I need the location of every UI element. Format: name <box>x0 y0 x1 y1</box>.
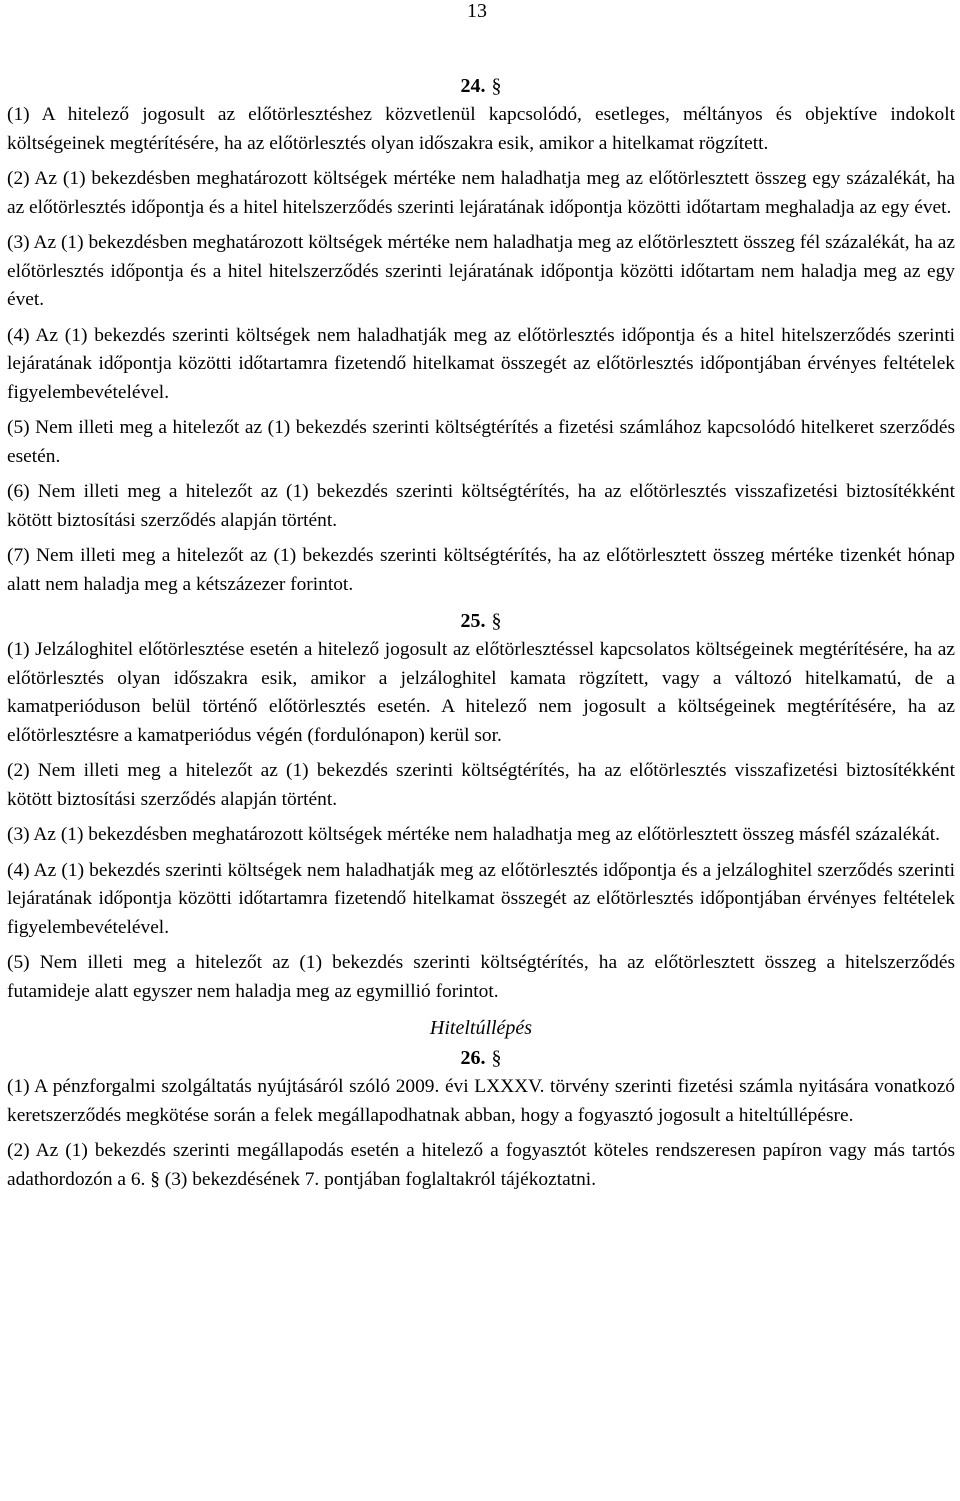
section-25 <box>7 606 955 1006</box>
paragraph: (1) A hitelező jogosult az előtörlesztéshez közvetlenül kapcsolódó, esetleges, méltányos és objektíve indokolt költségeinek megtérítésére, ha az előtörlesztés olyan időszakra esik, amikor a hitelkamat rögzített. <box>7 104 955 154</box>
section-heading: 24. § <box>460 75 502 97</box>
paragraph: (2) Nem illeti meg a hitelezőt az (1) bekezdés szerinti költségtérítés, ha az előtörlesztés visszafizetési biztosítékként kötött biztosítási szerződés alapján történt. <box>7 760 955 810</box>
section-26 <box>7 1013 955 1194</box>
section-heading: 26. § <box>460 1047 502 1069</box>
section-sign: § <box>491 1047 502 1069</box>
section-sign: § <box>491 75 502 97</box>
paragraph: (1) Jelzáloghitel előtörlesztése esetén a hitelező jogosult az előtörlesztéssel kapcsolatos költségeinek megtérítésére, ha az előtörlesztés olyan időszakra esik, amikor a jelzáloghitel kamata rögzített, vagy a változó hitelkamatú, de a kamatperióduson belül történő előtörlesztés esetén. A hitelező nem jogosult a költségeinek megtérítésére, ha az előtörlesztésre a kamatperiódus végén (fordulónapon) kerül sor. <box>7 639 955 746</box>
paragraph: (1) A pénzforgalmi szolgáltatás nyújtásáról szóló 2009. évi LXXXV. törvény szerinti fizetési számla nyitására vonatkozó keretszerződés megkötése során a felek megállapodhatnak abban, hogy a fogyasztó jogosult a hiteltúllépésre. <box>7 1076 955 1126</box>
paragraph: (2) Az (1) bekezdésben meghatározott költségek mértéke nem haladhatja meg az előtörlesztett összeg egy százalékát, ha az előtörlesztés időpontja és a hitel hitelszerződés szerinti lejáratának időpontja közötti időtartam meghaladja az egy évet. <box>7 168 955 218</box>
paragraph: (4) Az (1) bekezdés szerinti költségek nem haladhatják meg az előtörlesztés időpontja és a jelzáloghitel szerződés szerinti lejáratának időpontja közötti időtartamra fizetendő hitelkamat összegét az előtörlesztés időpontjában érvényes feltételek figyelembevételével. <box>7 859 955 938</box>
paragraph: (7) Nem illeti meg a hitelezőt az (1) bekezdés szerinti költségtérítés, ha az előtörlesztett összeg mértéke tizenkét hónap alatt nem haladja meg a kétszázezer forintot. <box>7 545 955 595</box>
section-heading: 25. § <box>460 610 502 632</box>
paragraph: (6) Nem illeti meg a hitelezőt az (1) bekezdés szerinti költségtérítés, ha az előtörlesztés visszafizetési biztosítékként kötött biztosítási szerződés alapján történt. <box>7 481 955 531</box>
document-page <box>7 0 955 1201</box>
page-number: 13 <box>467 0 487 22</box>
section-sign: § <box>491 610 502 632</box>
paragraph: (3) Az (1) bekezdésben meghatározott költségek mértéke nem haladhatja meg az előtörlesztett összeg fél százalékát, ha az előtörlesztés időpontja és a hitel hitelszerződés szerinti lejáratának időpontja közötti időtartam nem haladja meg az egy évet. <box>7 232 955 310</box>
section-24 <box>7 71 955 599</box>
paragraph: (3) Az (1) bekezdésben meghatározott költségek mértéke nem haladhatja meg az előtörlesztett összeg másfél százalékát. <box>7 824 941 845</box>
paragraph: (5) Nem illeti meg a hitelezőt az (1) bekezdés szerinti költségtérítés a fizetési számlához kapcsolódó hitelkeret szerződés esetén. <box>7 417 955 467</box>
paragraph: (4) Az (1) bekezdés szerinti költségek nem haladhatják meg az előtörlesztés időpontja és a hitel hitelszerződés szerinti lejáratának időpontja közötti időtartamra fizetendő hitelkamat összegét az előtörlesztés időpontjában érvényes feltételek figyelembevételével. <box>7 324 955 403</box>
paragraph: (5) Nem illeti meg a hitelezőt az (1) bekezdés szerinti költségtérítés, ha az előtörlesztett összeg a hitelszerződés futamideje alatt egyszer nem haladja meg az egymillió forintot. <box>7 952 955 1002</box>
section-subtitle: Hiteltúllépés <box>429 1017 533 1039</box>
paragraph: (2) Az (1) bekezdés szerinti megállapodás esetén a hitelező a fogyasztót köteles rendszeresen papíron vagy más tartós adathordozón a 6. § (3) bekezdésének 7. pontjában foglaltakról tájékoztatni. <box>7 1140 955 1190</box>
